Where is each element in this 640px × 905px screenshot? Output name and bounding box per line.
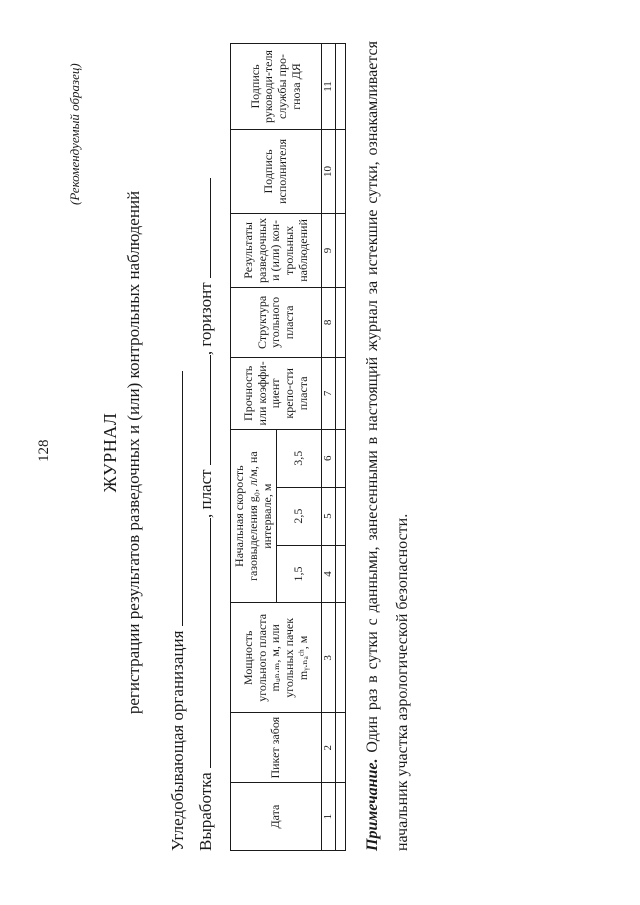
empty-cell bbox=[336, 287, 346, 357]
column-number: 2 bbox=[322, 713, 336, 783]
page-number: 128 bbox=[36, 439, 52, 462]
column-number: 1 bbox=[322, 783, 336, 851]
empty-cell bbox=[336, 429, 346, 487]
col-structure-header: Структура угольного пласта bbox=[231, 287, 322, 357]
note-label: Примечание. bbox=[364, 758, 381, 851]
empty-cell bbox=[336, 783, 346, 851]
empty-cell bbox=[336, 487, 346, 545]
col-gas-rate-header: Начальная скорость газовыделения g₀, л/м, на интервале, м bbox=[231, 429, 277, 603]
organization-blank bbox=[168, 371, 183, 626]
column-number: 7 bbox=[322, 357, 336, 429]
sample-form-note: (Рекомендуемый образец) bbox=[67, 63, 82, 205]
interval-2: 2,5 bbox=[277, 487, 322, 545]
col-thickness-header: Мощность угольного пласта mᵤₙ.ₘ, м, или угольных пачек mᵧ.ₙₐᶜʰ, м bbox=[231, 603, 322, 713]
seam-blank bbox=[196, 355, 211, 465]
col-picket-header: Пикет забоя bbox=[231, 713, 322, 783]
note-paragraph bbox=[358, 41, 418, 851]
column-number: 3 bbox=[322, 603, 336, 713]
col-signature-head-header: Подпись руководи-теля службы про-гноза ДЯ bbox=[231, 44, 322, 130]
horizon-blank bbox=[196, 178, 211, 278]
empty-cell bbox=[336, 44, 346, 130]
working-field bbox=[196, 178, 216, 851]
journal-table bbox=[230, 43, 346, 851]
header-row-1 bbox=[231, 44, 277, 851]
column-number: 5 bbox=[322, 487, 336, 545]
column-number: 9 bbox=[322, 213, 336, 287]
organization-field bbox=[168, 371, 188, 851]
column-number: 11 bbox=[322, 44, 336, 130]
column-number-row bbox=[322, 44, 336, 851]
col-strength-header: Прочность или коэффи-циент крепо-сти пласта bbox=[231, 357, 322, 429]
seam-label: , пласт bbox=[196, 469, 215, 519]
interval-1: 1,5 bbox=[277, 545, 322, 603]
empty-cell bbox=[336, 129, 346, 213]
journal-subtitle: регистрации результатов разведочных и (или) контрольных наблюдений bbox=[124, 190, 143, 715]
working-blank bbox=[196, 518, 211, 768]
interval-3: 3,5 bbox=[277, 429, 322, 487]
column-number: 4 bbox=[322, 545, 336, 603]
empty-cell bbox=[336, 545, 346, 603]
empty-cell bbox=[336, 713, 346, 783]
col-results-header: Результаты разведочных и (или) кон-трольных наблюдений bbox=[231, 213, 322, 287]
empty-cell bbox=[336, 603, 346, 713]
empty-entry-row bbox=[336, 44, 346, 851]
note-text: Один раз в сутки с данными, занесенными в настоящий журнал за истекшие сутки, ознакамливается начальник участка аэрологической безопасности. bbox=[364, 41, 411, 851]
working-label: Выработка bbox=[196, 772, 215, 851]
horizon-label: , горизонт bbox=[196, 282, 215, 356]
empty-cell bbox=[336, 357, 346, 429]
column-number: 6 bbox=[322, 429, 336, 487]
organization-label: Угледобывающая организация bbox=[168, 630, 187, 851]
column-number: 10 bbox=[322, 129, 336, 213]
col-signature-exec-header: Подпись исполнителя bbox=[231, 129, 322, 213]
col-date-header: Дата bbox=[231, 783, 322, 851]
empty-cell bbox=[336, 213, 346, 287]
journal-title: ЖУРНАЛ bbox=[100, 412, 120, 493]
column-number: 8 bbox=[322, 287, 336, 357]
